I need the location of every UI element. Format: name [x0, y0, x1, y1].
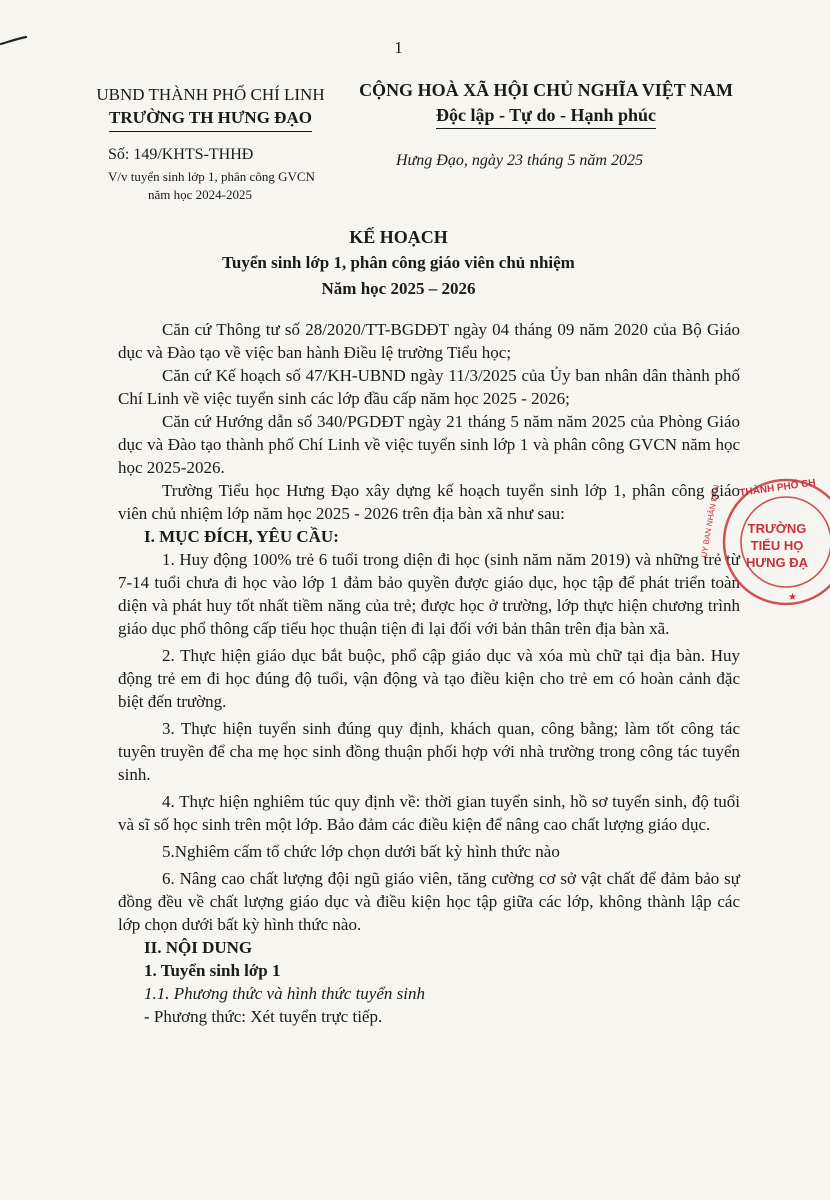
requirement-4: 4. Thực hiện nghiêm túc quy định về: thời gian tuyển sinh, hồ sơ tuyển sinh, độ tuổi và sĩ số học sinh trên một lớp. Bảo đảm các điều kiện để nâng cao chất lượng giáo dục.: [118, 792, 740, 834]
legal-basis-2: Căn cứ Kế hoạch số 47/KH-UBND ngày 11/3/2025 của Ủy ban nhân dân thành phố Chí Linh về việc tuyển sinh các lớp đầu cấp năm học 2025 - 2026;: [118, 366, 740, 408]
seal-line-3: HƯNG ĐẠ: [745, 555, 809, 570]
page-number: 1: [394, 38, 403, 57]
national-header: [340, 78, 752, 129]
issuer-school: TRƯỜNG TH HƯNG ĐẠO: [109, 106, 312, 132]
requirement-6: 6. Nâng cao chất lượng đội ngũ giáo viên, tăng cường cơ sở vật chất để đảm bảo sự đồng đều về chất lượng giáo dục và điều kiện học tập giữa các lớp, không thành lập các lớp chọn dưới bất kỳ hình thức nào.: [118, 869, 740, 934]
method-line: - Phương thức: Xét tuyển trực tiếp.: [144, 1007, 383, 1026]
title-line-3: Năm học 2025 – 2026: [321, 279, 476, 298]
requirement-2: 2. Thực hiện giáo dục bắt buộc, phổ cập giáo dục và xóa mù chữ tại địa bàn. Huy động trẻ em đi học đúng độ tuổi, vận động và tạo điều kiện cho trẻ em có hoàn cảnh đặc biệt đến trường.: [118, 646, 740, 711]
subject-line-1: V/v tuyển sinh lớp 1, phân công GVCN: [108, 169, 315, 184]
title-line-1: KẾ HOẠCH: [349, 227, 448, 247]
national-motto: Độc lập - Tự do - Hạnh phúc: [436, 102, 656, 129]
document-number: Số: 149/KHTS-THHĐ: [108, 146, 254, 163]
subsubsection-heading: 1.1. Phương thức và hình thức tuyển sinh: [144, 984, 425, 1003]
requirement-3: 3. Thực hiện tuyển sinh đúng quy định, khách quan, công bằng; làm tốt công tác tuyên truyền để cha mẹ học sinh đồng thuận phối hợp với nhà trường trong công tác tuyển sinh.: [118, 719, 740, 784]
seal-inner-text: [732, 520, 822, 571]
requirement-1: 1. Huy động 100% trẻ 6 tuổi trong diện đi học (sinh năm năm 2019) và những trẻ từ 7-14 tuổi chưa đi học vào lớp 1 đảm bảo quyền được giáo dục, học tập để phát triển toàn diện và phát huy tốt nhất tiềm năng của trẻ; được học ở trường, lớp thực hiện chương trình giáo dục phổ thông cấp tiểu học thuận tiện đi lại đối với bản thân trên địa bàn xã.: [118, 550, 740, 638]
legal-basis-3: Căn cứ Hướng dẫn số 340/PGDĐT ngày 21 tháng 5 năm năm 2025 của Phòng Giáo dục và Đào tạo thành phố Chí Linh về việc tuyển sinh lớp 1 và phân công GVCN năm học học 2025-2026.: [118, 412, 740, 477]
section-heading-2: II. NỘI DUNG: [144, 938, 253, 957]
seal-side-text: UY BAN NHÂN DÂN: [699, 484, 722, 559]
document-subject: [108, 168, 348, 204]
requirement-5: 5.Nghiêm cấm tổ chức lớp chọn dưới bất kỳ hình thức nào: [162, 842, 560, 861]
issuer-header: [88, 84, 333, 132]
title-line-2: Tuyển sinh lớp 1, phân công giáo viên chủ nhiệm: [222, 253, 575, 272]
subsection-heading: 1. Tuyển sinh lớp 1: [144, 961, 281, 980]
subject-line-2: năm học 2024-2025: [148, 187, 252, 202]
legal-basis-1: Căn cứ Thông tư số 28/2020/TT-BGDĐT ngày 04 tháng 09 năm 2020 của Bộ Giáo dục và Đào tạo về việc ban hành Điều lệ trường Tiểu học;: [118, 320, 740, 362]
seal-line-2: TIỂU HỌ: [750, 538, 804, 553]
issuer-org: UBND THÀNH PHỐ CHÍ LINH: [96, 85, 325, 104]
document-title: [0, 224, 797, 302]
document-body: [118, 318, 740, 1028]
intro-paragraph: Trường Tiểu học Hưng Đạo xây dựng kế hoạch tuyển sinh lớp 1, phân công giáo viên chủ nhiệm lớp năm học 2025 - 2026 trên địa bàn xã như sau:: [118, 481, 740, 523]
nation-name: CỘNG HOÀ XÃ HỘI CHỦ NGHĨA VIỆT NAM: [359, 80, 733, 100]
seal-arc-text: THÀNH PHỐ CH: [738, 477, 817, 499]
section-heading-1: I. MỤC ĐÍCH, YÊU CẦU:: [144, 527, 339, 546]
issue-date: Hưng Đạo, ngày 23 tháng 5 năm 2025: [396, 152, 643, 169]
seal-star: ★: [788, 592, 797, 603]
seal-line-1: TRƯỜNG: [747, 521, 807, 536]
